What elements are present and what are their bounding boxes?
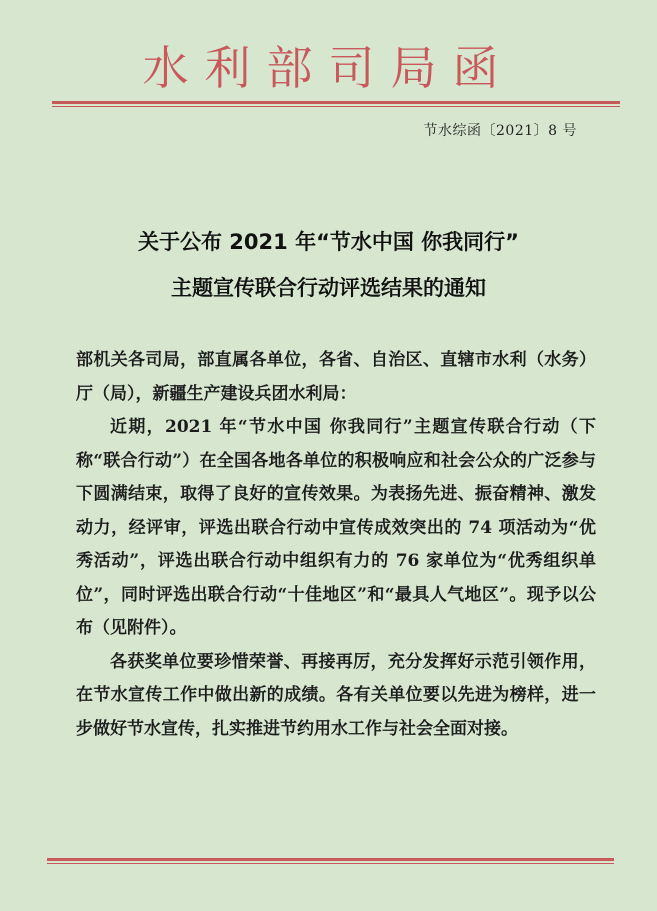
letterhead-rule-thin bbox=[52, 106, 620, 107]
body-paragraph-2: 各获奖单位要珍惜荣誉、再接再厉，充分发挥好示范引领作用，在节水宣传工作中做出新的成绩。各有关单位要以先进为榜样，进一步做好节水宣传，扎实推进节约用水工作与社会全面对接。 bbox=[76, 651, 596, 739]
document-title-line-1: 关于公布 2021 年“节水中国 你我同行” bbox=[138, 230, 519, 254]
document-number: 节水综函〔2021〕8 号 bbox=[423, 123, 577, 139]
document-title-line-2: 主题宣传联合行动评选结果的通知 bbox=[171, 276, 486, 300]
footer-rule-thin bbox=[47, 863, 614, 864]
footer-rule-thick bbox=[47, 858, 614, 861]
salutation: 部机关各司局，部直属各单位，各省、自治区、直辖市水利（水务）厅（局），新疆生产建设兵团水利局： bbox=[76, 350, 596, 404]
body-paragraph-1: 近期，2021 年“节水中国 你我同行”主题宣传联合行动（下称“联合行动”）在全国各地各单位的积极响应和社会公众的广泛参与下圆满结束，取得了良好的宣传效果。为表扬先进、振奋精神、激发动力，经评审，评选出联合行动中宣传成效突出的 74 项活动为“优秀活动”，评选出联合行动中组织有力的 76 家单位为“优秀组织单位”，同时评选出联合行动“十佳地区”和“最具人气地区”。现予以公布（见附件）。 bbox=[76, 417, 596, 638]
letterhead-rule-thick bbox=[52, 101, 620, 104]
letterhead-title: 水利部司局函 bbox=[142, 41, 515, 95]
document-body bbox=[76, 344, 596, 746]
